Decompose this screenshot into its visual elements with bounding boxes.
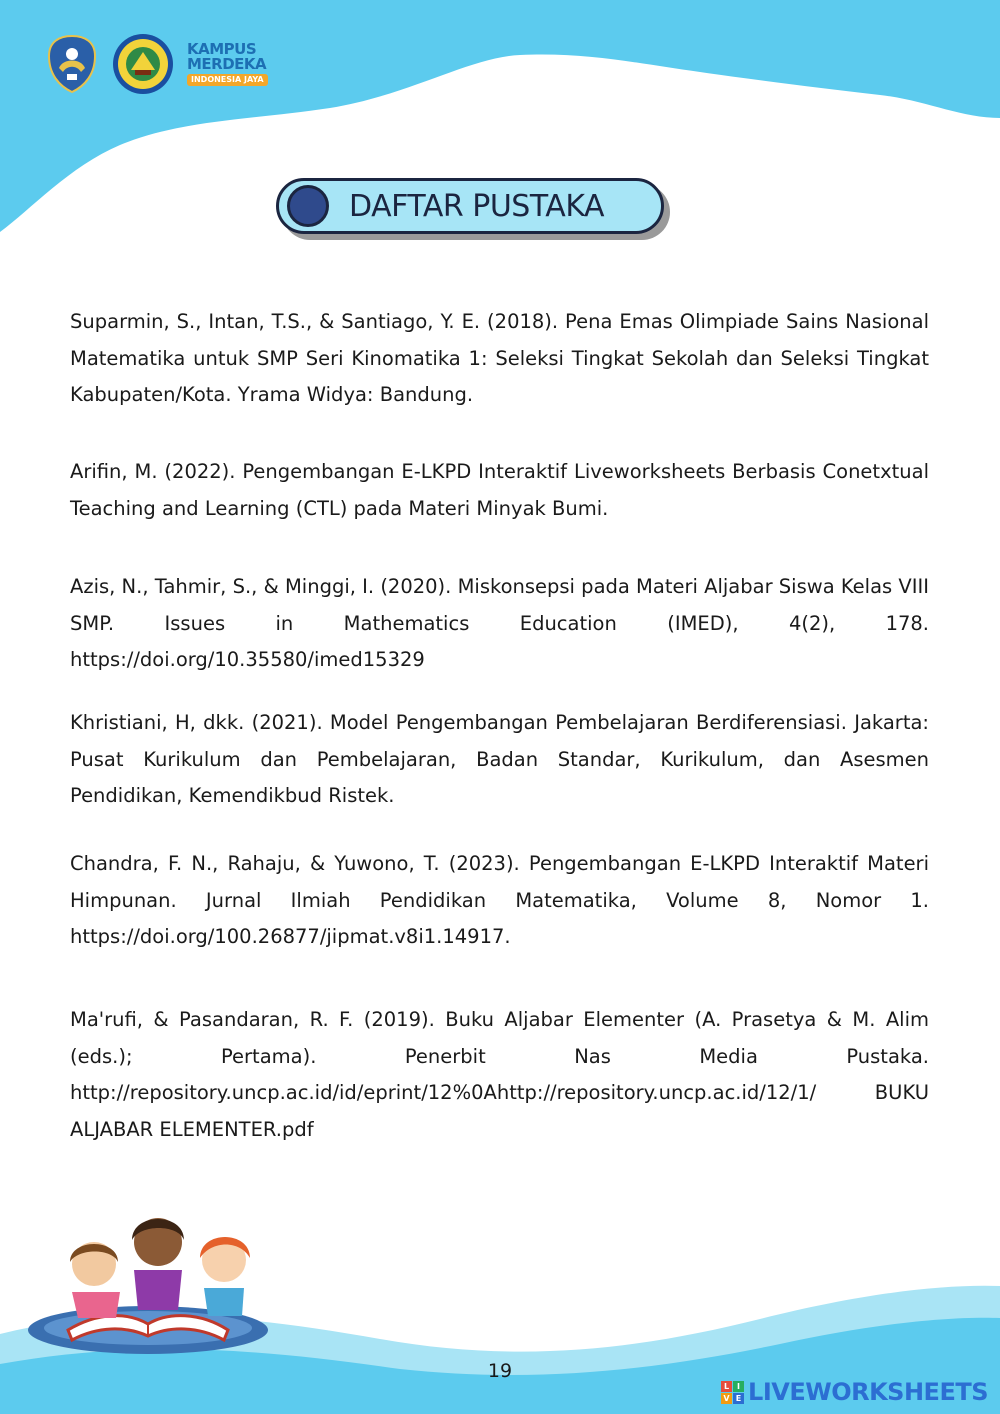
page-title-banner bbox=[276, 178, 671, 242]
header-logos bbox=[45, 32, 268, 96]
kemdikbud-logo bbox=[45, 34, 99, 94]
reference-item: Azis, N., Tahmir, S., & Minggi, I. (2020). Miskonsepsi pada Materi Aljabar Siswa Kelas VIII SMP. Issues in Mathematics Education (IMED), 4(2), 178. https://doi.org/10.35580/imed15329 bbox=[70, 575, 929, 671]
reference-item: Ma'rufi, & Pasandaran, R. F. (2019). Buku Aljabar Elementer (A. Prasetya & M. Alim (eds.); Pertama). Penerbit Nas Media Pustaka. http://repository.uncp.ac.id/id/eprint/12%0Ahttp://repository.uncp.ac.id/12/1/ BUKU ALJABAR ELEMENTER.pdf bbox=[70, 1008, 929, 1141]
kampus-merdeka-line1: KAMPUS bbox=[187, 40, 257, 58]
reference-item: Arifin, M. (2022). Pengembangan E-LKPD Interaktif Liveworksheets Berbasis Conetxtual Teaching and Learning (CTL) pada Materi Minyak Bumi. bbox=[70, 460, 929, 520]
kampus-merdeka-logo bbox=[187, 42, 268, 86]
page-title: DAFTAR PUSTAKA bbox=[349, 188, 605, 224]
liveworksheets-wordmark: LIVEWORKSHEETS bbox=[748, 1378, 988, 1406]
circle-bullet-icon bbox=[287, 185, 329, 227]
liveworksheets-branding bbox=[721, 1378, 988, 1406]
liveworksheets-badge-icon bbox=[721, 1381, 744, 1404]
badge-letter: L bbox=[721, 1381, 732, 1392]
reference-item: Chandra, F. N., Rahaju, & Yuwono, T. (2023). Pengembangan E-LKPD Interaktif Materi Himpunan. Jurnal Ilmiah Pendidikan Matematika, Volume 8, Nomor 1. https://doi.org/100.26877/jipmat.v8i1.14917. bbox=[70, 852, 929, 948]
badge-letter: E bbox=[733, 1393, 744, 1404]
kampus-merdeka-line3: INDONESIA JAYA bbox=[187, 74, 268, 86]
children-reading-illustration bbox=[28, 1200, 278, 1360]
reference-item: Suparmin, S., Intan, T.S., & Santiago, Y. E. (2018). Pena Emas Olimpiade Sains Nasional Matematika untuk SMP Seri Kinomatika 1: Seleksi Tingkat Sekolah dan Seleksi Tingkat Kabupaten/Kota. Yrama Widya: Bandung. bbox=[70, 310, 929, 406]
page-number: 19 bbox=[487, 1360, 513, 1382]
reference-item: Khristiani, H, dkk. (2021). Model Pengembangan Pembelajaran Berdiferensiasi. Jakarta: Pusat Kurikulum dan Pembelajaran, Badan Standar, Kurikulum, dan Asesmen Pendidikan, Kemendikbud Ristek. bbox=[70, 711, 929, 807]
university-seal bbox=[111, 32, 175, 96]
badge-letter: V bbox=[721, 1393, 732, 1404]
kampus-merdeka-line2: MERDEKA bbox=[187, 55, 267, 73]
title-pill bbox=[276, 178, 664, 234]
badge-letter: I bbox=[733, 1381, 744, 1392]
